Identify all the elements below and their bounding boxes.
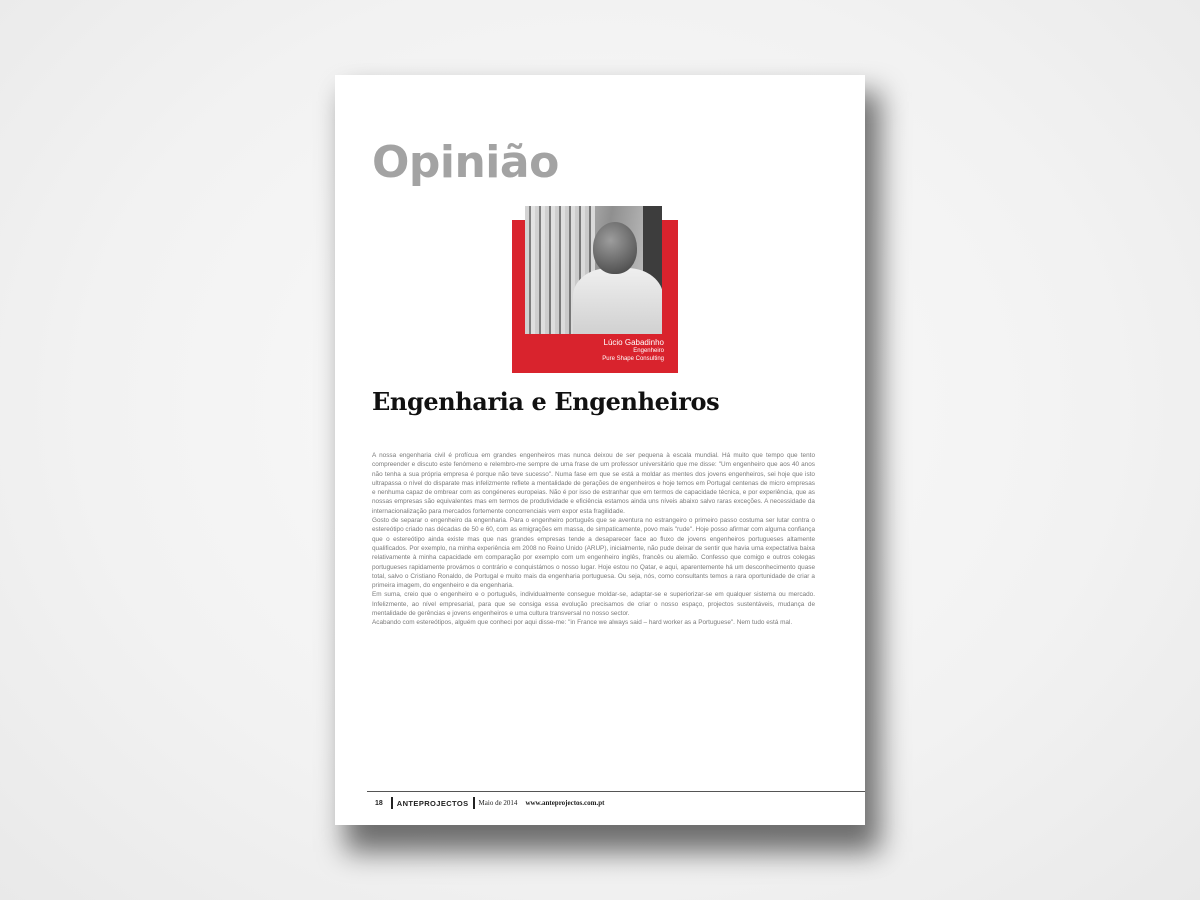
footer-separator [473,797,475,809]
photo-person-head [593,222,637,274]
author-photo-block [512,220,678,373]
photo-person-body [573,268,662,334]
section-title: Opinião [372,137,559,188]
article-title: Engenharia e Engenheiros [372,387,720,416]
page-number: 18 [375,799,383,807]
article-body [372,451,815,628]
author-caption [602,338,664,363]
article-paragraph: A nossa engenharia civil é profícua em grandes engenheiros mas nunca deixou de ser pequena à escala mundial. Há muito que tempo que tento compreender e discuto este fenómeno e relembro-me sempre de uma frase de um professor universitário que me disse: "Um engenheiro que aos 40 anos não tenha a sua própria empresa é porque não teve sucesso". Numa fase em que se está a moldar as mentes dos jovens engenheiros, sei hoje que isto ultrapassa o nível do disparate mas infelizmente reflete a mentalidade de gerações de engenheiros e hoje temos em Portugal centenas de micro empresas e nenhuma capaz de ombrear com as congéneres europeias. Não é por isso de estranhar que em termos de capacidade técnica, e por experiência, que as nossas empresas são equivalentes mas em termos de produtividade e eficiência estamos ainda uns níveis abaixo salvo raras exceções. A necessidade da internacionalização para mercados fortemente concorrenciais vem expor esta fragilidade. [372,452,815,515]
footer-url: www.anteprojectos.com.pt [525,799,605,807]
author-role: Engenheiro [633,348,664,354]
author-company: Pure Shape Consulting [602,355,664,362]
article-paragraph: Em suma, creio que o engenheiro e o português, individualmente consegue moldar-se, adaptar-se e superiorizar-se em qualquer sistema ou mercado. Infelizmente, ao nível empresarial, para que se consiga essa evolução precisamos de criar o nosso espaço, projectos sustentáveis, mudança de mentalidade de gerências e jovens engenheiros e uma cultura transversal no nosso sector. [372,591,815,618]
footer-separator [391,797,393,809]
footer-date: Maio de 2014 [478,799,518,807]
footer-brand: ANTEPROJECTOS [396,798,469,808]
page-footer [375,796,604,810]
article-paragraph: Gosto de separar o engenheiro da engenharia. Para o engenheiro português que se aventura no estrangeiro o primeiro passo costuma ser lutar contra o estereótipo criado nas décadas de 50 e 60, com as emigrações em massa, de simpaticamente, povo mais "rude". Hoje posso afirmar com alguma confiança que o estereótipo ainda existe mas que nas grandes empresas tende a desaparecer face ao fluxo de jovens engenheiros portugueses altamente qualificados. Por exemplo, na minha experiência em 2008 no Reino Unido (ARUP), inicialmente, não pude deixar de sentir que havia uma expectativa baixa relativamente à minha capacidade em comparação por exemplo com um engenheiro inglês, francês ou alemão. Confesso que comigo e outros colegas portugueses rapidamente provámos o contrário e conquistámos o nosso lugar. Hoje estou no Qatar, e aqui, aparentemente há um desconhecimento quase total, salvo o Cristiano Ronaldo, de Portugal e muito mais da engenharia portuguesa. Ou seja, nós, como consultants temos a rara oportunidade de criar a primeira imagem, do engenheiro e da engenharia. [372,517,815,590]
magazine-page [335,75,865,825]
author-name: Lúcio Gabadinho [603,338,664,347]
author-photo [525,206,662,334]
article-paragraph: Acabando com estereótipos, alguém que conheci por aqui disse-me: "in France we always said – hard worker as a Portuguese". Nem tudo está mal. [372,619,793,627]
footer-divider [367,791,865,792]
